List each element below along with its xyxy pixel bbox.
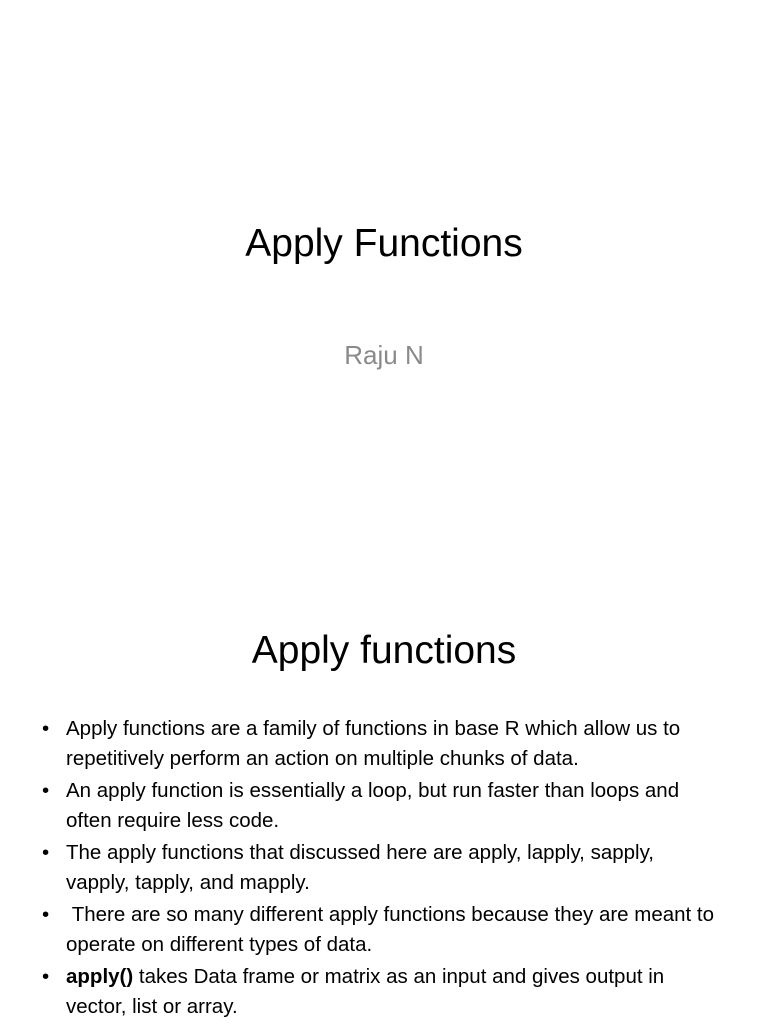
bullet-marker: • [42, 779, 50, 802]
slide-subtitle-author: Raju N [344, 340, 424, 370]
bullet-text: Apply functions are a family of functions in base R which allow us to repetitively perform an action on multiple chunks of data. [66, 717, 681, 770]
bullet-marker: • [42, 841, 50, 864]
bullet-item [40, 962, 720, 1021]
bullet-item [40, 900, 720, 959]
slide-heading: Apply functions [251, 629, 517, 672]
function-name: apply() [66, 965, 134, 988]
bullet-text: There are so many different apply functions because they are meant to operate on different types of data. [66, 903, 720, 956]
bullet-item [40, 776, 720, 835]
slide-title: Apply Functions [245, 222, 523, 265]
content-slide [0, 576, 768, 1024]
bullet-item [40, 714, 720, 773]
bullet-marker: • [42, 717, 50, 740]
bullet-list [40, 714, 720, 1024]
bullet-marker: • [42, 965, 50, 988]
bullet-text: takes Data frame or matrix as an input and gives output in vector, list or array. [66, 965, 670, 1018]
bullet-text: An apply function is essentially a loop, but run faster than loops and often require less code. [66, 779, 680, 832]
bullet-text: The apply functions that discussed here are apply, lapply, sapply, vapply, tapply, and mapply. [66, 841, 655, 894]
bullet-marker: • [42, 903, 50, 926]
bullet-item [40, 838, 720, 897]
